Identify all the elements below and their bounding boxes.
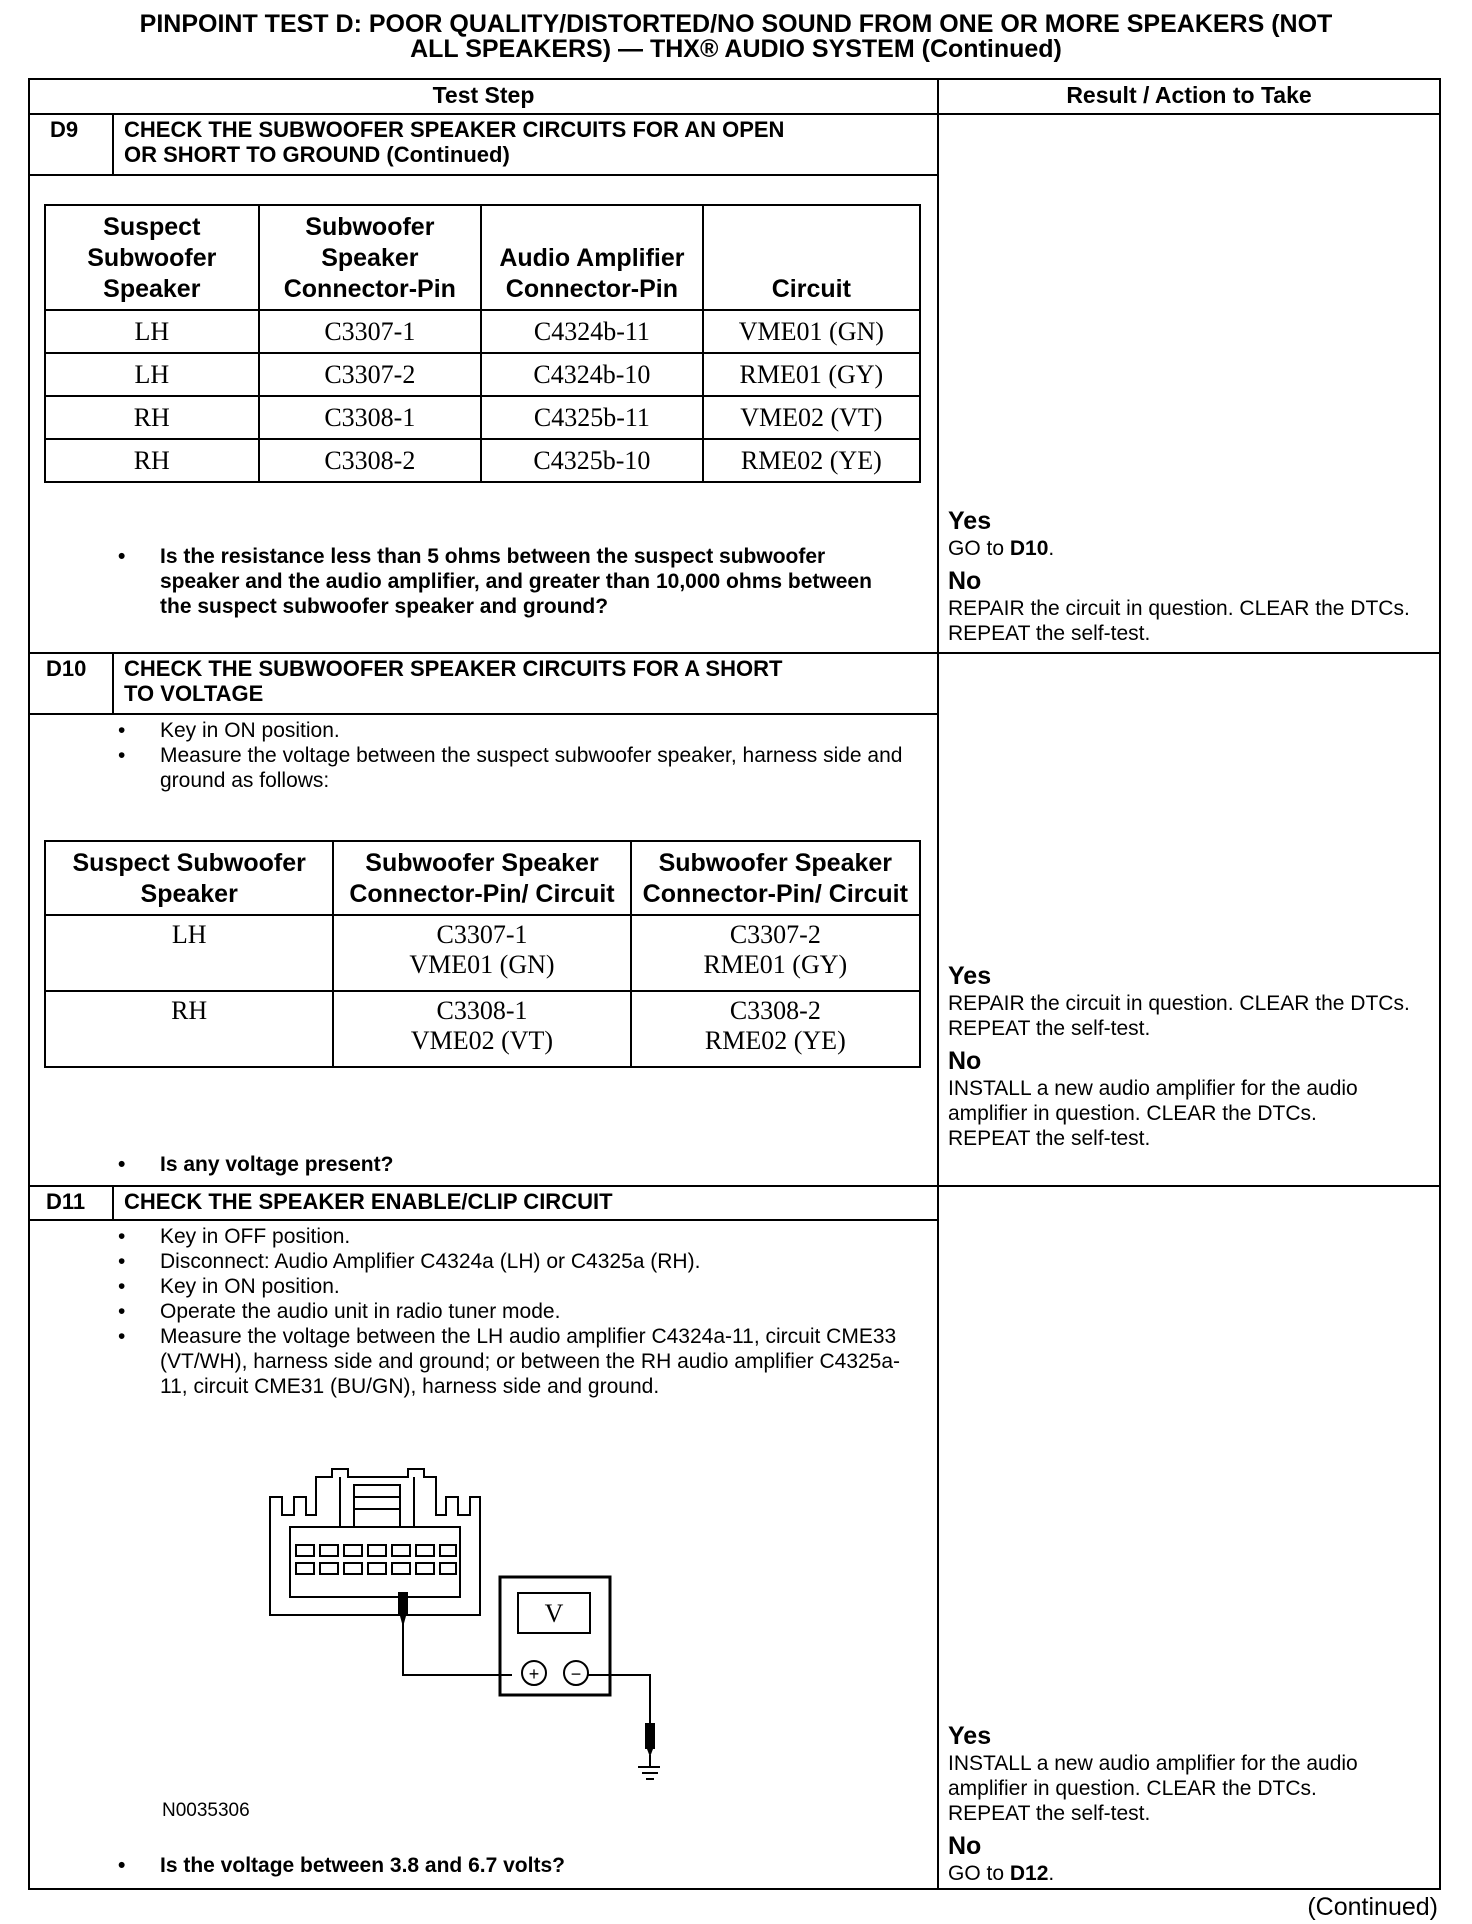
circuit: RME01 (GY) <box>703 950 848 979</box>
d11-question <box>118 1853 908 1878</box>
table-cell: RH <box>45 439 259 482</box>
step-title-d10 <box>124 656 782 706</box>
circuit: VME02 (VT) <box>410 1026 554 1055</box>
probe-lead-ground <box>588 1675 650 1723</box>
yes-action-suffix: . <box>1048 537 1055 560</box>
instruction-text: Key in ON position. <box>160 719 340 742</box>
table-cell: RH <box>45 991 333 1067</box>
table-cell: RME02 (YE) <box>703 439 920 482</box>
yes-action: REPAIR the circuit in question. CLEAR the DTCs. REPEAT the self-test. <box>948 992 1410 1040</box>
table-header-cell: Subwoofer Speaker Connector-Pin/ Circuit <box>631 841 920 915</box>
table-cell: C4324b-10 <box>481 353 703 396</box>
table-cell: C4325b-10 <box>481 439 703 482</box>
table-cell <box>631 991 920 1067</box>
step-title-d11 <box>124 1189 613 1214</box>
d11-result <box>948 1722 1443 1886</box>
no-action <box>948 1861 1443 1886</box>
d10-voltage-table <box>44 840 921 1068</box>
table-row <box>45 353 920 396</box>
step-title-d9 <box>124 117 784 167</box>
bullet: • <box>118 1300 126 1323</box>
table-cell: RME01 (GY) <box>703 353 920 396</box>
table-header-cell: Subwoofer Speaker Connector-Pin <box>259 205 482 310</box>
table-cell: LH <box>45 353 259 396</box>
question-text: Is the resistance less than 5 ohms between the suspect subwoofer speaker and the audio amplifier, and greater than 10,000 ohms between the suspect subwoofer speaker and ground? <box>160 545 872 618</box>
instruction-text: Measure the voltage between the LH audio amplifier C4324a-11, circuit CME33 (VT/WH), harness side and ground; or between the RH audio amplifier C4325a-11, circuit CME31 (BU/GN), harness side and ground. <box>160 1325 901 1398</box>
header-result: Result / Action to Take <box>1066 82 1312 108</box>
instruction-text: Key in ON position. <box>160 1275 340 1298</box>
yes-label: Yes <box>948 507 992 535</box>
table-cell <box>333 915 630 991</box>
pin: C3308-2 <box>729 996 821 1025</box>
no-label: No <box>948 567 982 595</box>
step-title-line: CHECK THE SUBWOOFER SPEAKER CIRCUITS FOR AN OPEN <box>124 117 785 142</box>
table-row <box>45 396 920 439</box>
table-header-row <box>45 841 920 915</box>
table-cell: C3308-1 <box>259 396 482 439</box>
table-cell: C3307-2 <box>259 353 482 396</box>
step-title-divider <box>28 1219 938 1221</box>
d9-question <box>118 544 908 619</box>
step-title-line: TO VOLTAGE <box>124 681 264 706</box>
figure-id: N0035306 <box>162 1800 250 1821</box>
pin: C3308-1 <box>436 996 528 1025</box>
volt-label: V <box>544 1599 564 1628</box>
instruction-text: Key in OFF position. <box>160 1225 351 1248</box>
voltmeter-connector-figure <box>260 1465 660 1785</box>
bullet: • <box>118 1250 126 1273</box>
table-header-cell: Circuit <box>703 205 920 310</box>
yes-action: INSTALL a new audio amplifier for the audio amplifier in question. CLEAR the DTCs. REPEAT the self-test. <box>948 1752 1358 1825</box>
step-divider <box>28 652 1441 654</box>
d10-question <box>118 1152 908 1177</box>
d9-result <box>948 507 1443 646</box>
circuit: RME02 (YE) <box>704 1026 846 1055</box>
plus-label: + <box>528 1664 540 1684</box>
table-cell: C3307-1 <box>259 310 482 353</box>
yes-label: Yes <box>948 962 992 990</box>
yes-label: Yes <box>948 1722 992 1750</box>
table-cell <box>631 915 920 991</box>
bullet: • <box>118 1225 126 1248</box>
no-action-text: GO to <box>948 1862 1010 1885</box>
bullet: • <box>118 744 126 767</box>
page-title-line2: ALL SPEAKERS) — THX® AUDIO SYSTEM (Continued) <box>410 35 1062 63</box>
table-cell <box>333 991 630 1067</box>
header-divider <box>28 113 1441 115</box>
table-header-cell: Audio Amplifier Connector-Pin <box>481 205 703 310</box>
probe-tip <box>398 1592 408 1616</box>
circuit: VME01 (GN) <box>409 950 555 979</box>
ground-probe-tip <box>645 1723 655 1749</box>
yes-action <box>948 536 1443 561</box>
no-action: REPAIR the circuit in question. CLEAR the DTCs. REPEAT the self-test. <box>948 597 1410 645</box>
pin: C3307-1 <box>436 920 528 949</box>
minus-label: − <box>570 1664 582 1684</box>
table-cell: C4325b-11 <box>481 396 703 439</box>
table-cell: VME01 (GN) <box>703 310 920 353</box>
table-row <box>45 439 920 482</box>
step-id-divider <box>112 1185 114 1221</box>
bullet: • <box>118 1854 126 1877</box>
d9-circuit-table <box>44 204 921 483</box>
step-id-d11: D11 <box>46 1189 86 1214</box>
yes-action-text: GO to <box>948 537 1010 560</box>
bullet: • <box>118 1325 126 1348</box>
step-id-d10: D10 <box>46 656 87 681</box>
table-cell: C4324b-11 <box>481 310 703 353</box>
step-divider <box>28 1185 1441 1187</box>
d10-instructions <box>118 718 908 793</box>
step-title-divider <box>28 174 938 176</box>
bullet: • <box>118 1153 126 1176</box>
no-label: No <box>948 1832 982 1860</box>
step-id-divider <box>112 113 114 175</box>
page-title-line1: PINPOINT TEST D: POOR QUALITY/DISTORTED/NO SOUND FROM ONE OR MORE SPEAKERS (NOT <box>139 10 1333 38</box>
step-title-line: OR SHORT TO GROUND (Continued) <box>124 142 510 167</box>
table-cell: LH <box>45 915 333 991</box>
table-row <box>45 310 920 353</box>
bullet: • <box>118 545 126 568</box>
table-cell: RH <box>45 396 259 439</box>
table-cell: VME02 (VT) <box>703 396 920 439</box>
question-text: Is any voltage present? <box>160 1153 394 1176</box>
column-divider <box>937 78 939 1890</box>
table-row <box>45 991 920 1067</box>
table-row <box>45 915 920 991</box>
instruction-text: Disconnect: Audio Amplifier C4324a (LH) or C4325a (RH). <box>160 1250 701 1273</box>
d10-result <box>948 962 1443 1151</box>
probe-lead-positive <box>403 1592 512 1675</box>
step-title-line: CHECK THE SPEAKER ENABLE/CLIP CIRCUIT <box>124 1189 613 1214</box>
header-test-step: Test Step <box>432 82 535 108</box>
table-header-cell: Subwoofer Speaker Connector-Pin/ Circuit <box>333 841 630 915</box>
bullet: • <box>118 719 126 742</box>
table-cell: LH <box>45 310 259 353</box>
connector-outline <box>270 1469 480 1615</box>
page-title <box>30 12 1442 62</box>
instruction-text: Operate the audio unit in radio tuner mode. <box>160 1300 561 1323</box>
step-id-d9: D9 <box>50 117 79 142</box>
continued-label: (Continued) <box>1307 1893 1438 1921</box>
step-title-line: CHECK THE SUBWOOFER SPEAKER CIRCUITS FOR A SHORT <box>124 656 783 681</box>
connector-latch <box>354 1485 400 1527</box>
no-action-suffix: . <box>1048 1862 1055 1885</box>
table-header-row <box>45 205 920 310</box>
d11-instructions <box>118 1224 908 1399</box>
instruction-text: Measure the voltage between the suspect subwoofer speaker, harness side and ground as follows: <box>160 744 903 792</box>
table-header-cell: Suspect Subwoofer Speaker <box>45 205 259 310</box>
step-id-divider <box>112 652 114 715</box>
bullet: • <box>118 1275 126 1298</box>
goto-d12-link[interactable]: D12 <box>1009 1862 1049 1885</box>
goto-d10-link[interactable]: D10 <box>1009 537 1049 560</box>
pin: C3307-2 <box>729 920 821 949</box>
question-text: Is the voltage between 3.8 and 6.7 volts? <box>160 1854 565 1877</box>
no-label: No <box>948 1047 982 1075</box>
no-action: INSTALL a new audio amplifier for the audio amplifier in question. CLEAR the DTCs. REPEAT the self-test. <box>948 1077 1358 1150</box>
table-header-cell: Suspect Subwoofer Speaker <box>45 841 333 915</box>
step-title-divider <box>28 713 938 715</box>
table-cell: C3308-2 <box>259 439 482 482</box>
voltmeter-body <box>500 1577 610 1695</box>
